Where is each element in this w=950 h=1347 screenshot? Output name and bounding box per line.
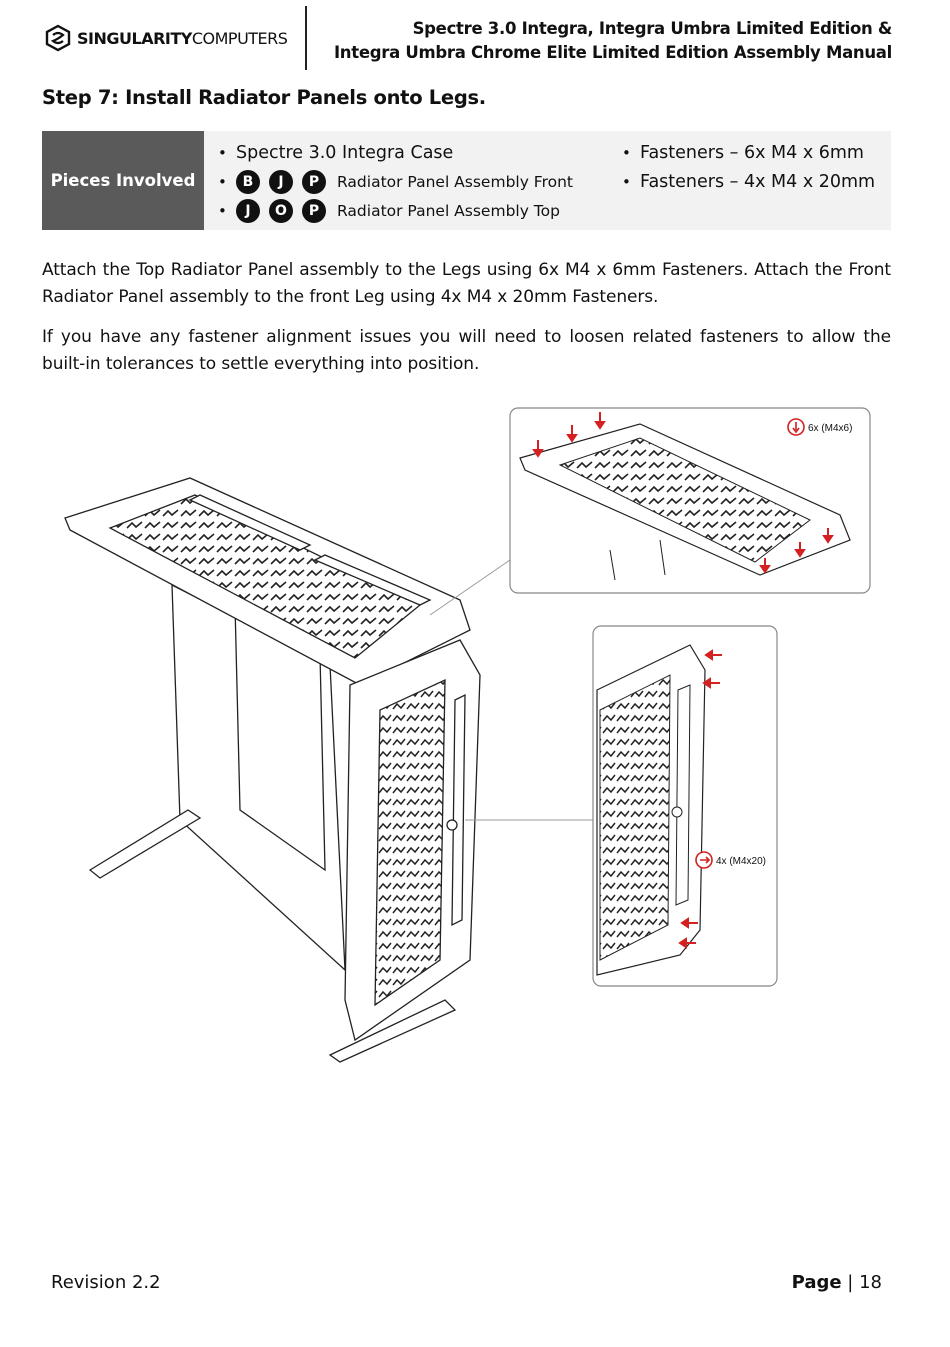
case-main-drawing [65,478,480,1062]
inset-top-panel [510,408,870,593]
logo-text-bold: SINGULARITY [77,28,192,48]
piece-item-text: Radiator Panel Assembly Front [337,172,574,191]
pieces-involved-table [42,131,891,230]
pieces-list-left [218,138,573,225]
pieces-involved-label: Pieces Involved [42,131,204,230]
piece-item: • B J P Radiator Panel Assembly Front [218,167,573,196]
pieces-list-right [622,138,875,196]
part-badge: O [269,199,293,223]
instruction-paragraph-2: If you have any fastener alignment issues you will need to loosen related fasteners to allow the built-in tolerances to settle everything into position. [42,327,891,374]
manual-title [334,17,892,65]
fastener-item: • Fasteners – 6x M4 x 6mm [622,142,864,163]
logo-mark-icon [44,24,72,52]
fastener-item-text: Fasteners – 6x M4 x 6mm [640,142,864,163]
singularity-logo [44,24,287,52]
page-number-value: 18 [859,1272,882,1293]
part-badge: J [236,199,260,223]
piece-item-text: Spectre 3.0 Integra Case [236,142,454,163]
part-badge: P [302,199,326,223]
assembly-illustration [0,400,950,1080]
part-badge: B [236,170,260,194]
piece-item: • J O P Radiator Panel Assembly Top [218,196,573,225]
manual-title-line-1: Spectre 3.0 Integra, Integra Umbra Limited Edition & [412,19,892,38]
instruction-paragraph-1: Attach the Top Radiator Panel assembly to the Legs using 6x M4 x 6mm Fasteners. Attach the Front Radiator Panel assembly to the front Leg using 4x M4 x 20mm Fasteners. [42,260,891,307]
page-label: Page [791,1272,842,1293]
revision-label: Revision 2.2 [51,1272,161,1293]
fastener-item-text: Fasteners – 4x M4 x 20mm [640,171,876,192]
inset-front-panel [593,626,777,986]
manual-title-line-2: Integra Umbra Chrome Elite Limited Edition Assembly Manual [333,43,892,62]
callout-side-label: 4x (M4x20) [716,856,767,867]
header-divider [305,6,307,70]
part-badge: P [302,170,326,194]
page-number: Page | 18 [791,1272,882,1293]
logo-text-light: COMPUTERS [191,28,288,48]
piece-item: • Spectre 3.0 Integra Case [218,142,454,163]
part-badge: J [269,170,293,194]
fastener-item: • Fasteners – 4x M4 x 20mm [622,171,876,192]
step-title: Step 7: Install Radiator Panels onto Legs. [42,86,486,109]
piece-item-text: Radiator Panel Assembly Top [337,201,560,220]
page-header [0,0,950,80]
callout-top-label: 6x (M4x6) [808,423,853,434]
